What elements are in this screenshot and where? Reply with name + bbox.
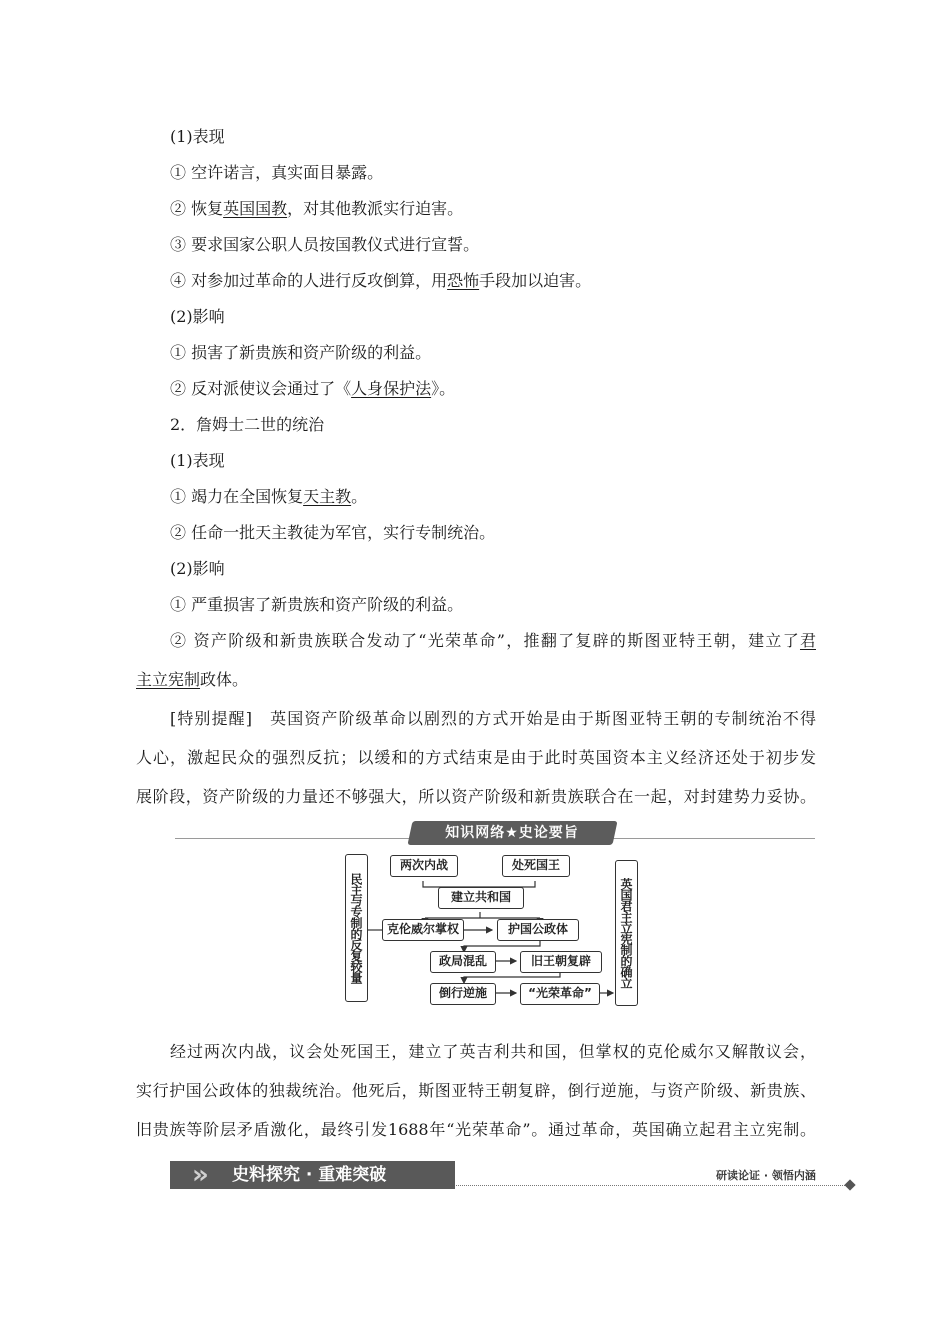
list-item: ② 恢复英国国教，对其他教派实行迫害。 bbox=[170, 199, 464, 218]
right-theme-label: 英国君主立宪制的确立 bbox=[615, 860, 638, 1006]
diagram-connectors bbox=[330, 852, 650, 1004]
bottom-section-title: 史料探究 · 重难突破 bbox=[232, 1165, 387, 1185]
list-item: ② 资产阶级和新贵族联合发动了“光荣革命”，推翻了复辟的斯图亚特王朝，建立了君 bbox=[170, 631, 816, 650]
node-civil-war: 两次内战 bbox=[390, 855, 458, 877]
list-item: ① 损害了新贵族和资产阶级的利益。 bbox=[170, 343, 432, 362]
summary-line: 旧贵族等阶层矛盾激化，最终引发1688年“光荣革命”。通过革命，英国确立起君主立宪制。 bbox=[136, 1120, 816, 1139]
knowledge-network-diagram bbox=[330, 852, 650, 1004]
diamond-icon bbox=[844, 1179, 855, 1190]
underlined-term: 君 bbox=[799, 631, 816, 650]
list-item: ① 竭力在全国恢复天主教。 bbox=[170, 487, 368, 506]
node-regression: 倒行逆施 bbox=[430, 983, 496, 1005]
banner-divider bbox=[450, 1185, 845, 1186]
node-political-chaos: 政局混乱 bbox=[430, 951, 496, 973]
node-republic: 建立共和国 bbox=[438, 887, 524, 909]
node-execute-king: 处死国王 bbox=[502, 855, 570, 877]
section-header-title: 知识网络★史论要旨 bbox=[445, 825, 579, 841]
left-theme-label: 民主与专制的反复较量 bbox=[345, 854, 368, 1002]
double-chevron-icon: » bbox=[192, 1160, 209, 1190]
summary-line: 实行护国公政体的独裁统治。他死后，斯图亚特王朝复辟，倒行逆施，与资产阶级、新贵族、 bbox=[136, 1081, 816, 1100]
summary-line: 经过两次内战，议会处死国王，建立了英吉利共和国，但掌权的克伦威尔又解散议会， bbox=[170, 1042, 816, 1061]
bottom-section-subtitle: 研读论证 · 领悟内涵 bbox=[716, 1169, 816, 1182]
special-reminder: [特别提醒] 英国资产阶级革命以剧烈的方式开始是由于斯图亚特王朝的专制统治不得 bbox=[170, 709, 816, 728]
underlined-term: 英国国教 bbox=[223, 199, 288, 218]
subheading-performance: (1)表现 bbox=[170, 127, 225, 146]
node-glorious-revolution: “光荣革命” bbox=[520, 983, 600, 1005]
underlined-term: 天主教 bbox=[303, 487, 352, 506]
list-item: ① 空许诺言，真实面目暴露。 bbox=[170, 163, 384, 182]
list-item: ③ 要求国家公职人员按国教仪式进行宣誓。 bbox=[170, 235, 480, 254]
node-cromwell: 克伦威尔掌权 bbox=[382, 919, 464, 941]
subheading-impact: (2)影响 bbox=[170, 559, 225, 578]
list-item: ④ 对参加过革命的人进行反攻倒算，用恐怖手段加以迫害。 bbox=[170, 271, 592, 290]
section-heading: 2．詹姆士二世的统治 bbox=[170, 415, 325, 434]
list-item: ② 任命一批天主教徒为军官，实行专制统治。 bbox=[170, 523, 496, 542]
node-protectorate: 护国公政体 bbox=[497, 919, 579, 941]
special-reminder: 展阶段，资产阶级的力量还不够强大，所以资产阶级和新贵族联合在一起，对封建势力妥协。 bbox=[136, 787, 816, 806]
list-item-continued: 主立宪制政体。 bbox=[136, 670, 249, 689]
subheading-performance: (1)表现 bbox=[170, 451, 225, 470]
special-reminder: 人心，激起民众的强烈反抗；以缓和的方式结束是由于此时英国资本主义经济还处于初步发 bbox=[136, 748, 816, 767]
list-item: ② 反对派使议会通过了《人身保护法》。 bbox=[170, 379, 456, 398]
underlined-term: 恐怖 bbox=[447, 271, 480, 290]
node-restoration: 旧王朝复辟 bbox=[520, 951, 602, 973]
subheading-impact: (2)影响 bbox=[170, 307, 225, 326]
underlined-term: 人身保护法 bbox=[351, 379, 432, 398]
list-item: ① 严重损害了新贵族和资产阶级的利益。 bbox=[170, 595, 464, 614]
underlined-term: 主立宪制 bbox=[136, 670, 201, 689]
